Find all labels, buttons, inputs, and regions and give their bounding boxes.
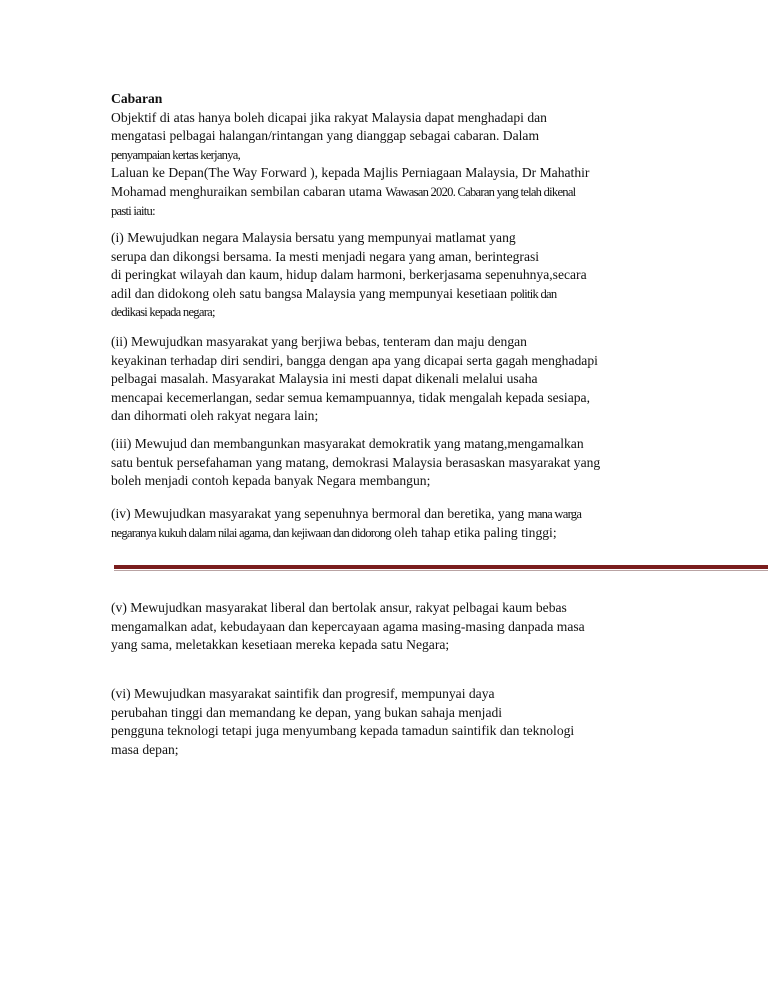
paragraph-line: masa depan;: [111, 741, 179, 757]
paragraph-line: serupa dan dikongsi bersama. Ia mesti menjadi negara yang aman, berintegrasi: [111, 248, 540, 264]
intro-block: [111, 90, 671, 220]
challenge-paragraph-5: [111, 599, 671, 655]
intro-line-1: Objektif di atas hanya boleh dicapai jika rakyat Malaysia dapat menghadapi dan: [111, 109, 547, 125]
paragraph-line-part-a: (iv) Mewujudkan masyarakat yang sepenuhnya bermoral dan beretika, yang: [111, 506, 528, 521]
paragraph-line: [111, 524, 671, 543]
paragraph-line: boleh menjadi contoh kepada banyak Negara membangun;: [111, 473, 431, 489]
divider-rule: [114, 565, 768, 569]
paragraph-line: di peringkat wilayah dan kaum, hidup dalam harmoni, berkerjasama sepenuhnya,secara: [111, 267, 587, 283]
paragraph-line: keyakinan terhadap diri sendiri, bangga dengan apa yang dicapai serta gagah menghadapi: [111, 352, 598, 368]
paragraph-line-part-b: politik dan: [510, 286, 557, 301]
challenge-paragraph-4: [111, 505, 671, 542]
paragraph-line-part-a: adil dan didokong oleh satu bangsa Malaysia yang mempunyai kesetiaan: [111, 285, 511, 301]
divider-shadow: [114, 570, 768, 571]
challenge-paragraph-6: [111, 685, 671, 759]
paragraph-line-part-b: oleh tahap etika paling tinggi;: [390, 524, 557, 540]
paragraph-line: mengamalkan adat, kebudayaan dan kepercayaan agama masing-masing danpada masa: [111, 618, 585, 634]
paragraph-line: mencapai kecemerlangan, sedar semua kemampuannya, tidak mengalah kepada sesiapa,: [111, 389, 590, 405]
paragraph-line: yang sama, meletakkan kesetiaan mereka kepada satu Negara;: [111, 637, 450, 653]
paragraph-line: [111, 505, 671, 524]
paragraph-line-part-a: negaranya kukuh dalam nilai agama, dan kejiwaan dan didorong: [111, 525, 391, 540]
paragraph-line: dedikasi kepada negara;: [111, 305, 215, 320]
paragraph-line: pengguna teknologi tetapi juga menyumbang kepada tamadun saintifik dan teknologi: [111, 723, 575, 739]
intro-line-5: [111, 183, 671, 202]
challenge-paragraph-3: [111, 435, 671, 491]
paragraph-line: pelbagai masalah. Masyarakat Malaysia ini mesti dapat dikenali melalui usaha: [111, 371, 538, 387]
intro-line-5-part-b: Wawasan 2020. Cabaran yang telah dikenal: [385, 184, 576, 199]
paragraph-line: (iii) Mewujud dan membangunkan masyarakat demokratik yang matang,mengamalkan: [111, 436, 584, 451]
intro-line-4: Laluan ke Depan(The Way Forward ), kepada Majlis Perniagaan Malaysia, Dr Mahathir: [111, 165, 590, 181]
paragraph-line: dan dihormati oleh rakyat negara lain;: [111, 408, 319, 424]
paragraph-line: perubahan tinggi dan memandang ke depan, yang bukan sahaja menjadi: [111, 704, 503, 720]
paragraph-line: (v) Mewujudkan masyarakat liberal dan bertolak ansur, rakyat pelbagai kaum bebas: [111, 600, 567, 615]
paragraph-line: (ii) Mewujudkan masyarakat yang berjiwa bebas, tenteram dan maju dengan: [111, 334, 527, 349]
intro-line-2: mengatasi pelbagai halangan/rintangan yang dianggap sebagai cabaran. Dalam: [111, 128, 540, 144]
section-heading: Cabaran: [111, 91, 163, 106]
challenge-paragraph-1: [111, 229, 671, 322]
challenge-paragraph-2: [111, 333, 671, 426]
paragraph-line: satu bentuk persefahaman yang matang, demokrasi Malaysia berasaskan masyarakat yang: [111, 454, 601, 470]
paragraph-line: [111, 285, 671, 304]
page-divider: [114, 565, 768, 571]
intro-line-3: penyampaian kertas kerjanya,: [111, 147, 241, 162]
intro-line-6: pasti iaitu:: [111, 203, 155, 218]
paragraph-line-part-b: mana warga: [527, 507, 582, 521]
paragraph-line: (i) Mewujudkan negara Malaysia bersatu yang mempunyai matlamat yang: [111, 230, 516, 245]
intro-line-5-part-a: Mohamad menghuraikan sembilan cabaran utama: [111, 183, 386, 199]
paragraph-line: (vi) Mewujudkan masyarakat saintifik dan progresif, mempunyai daya: [111, 686, 495, 701]
